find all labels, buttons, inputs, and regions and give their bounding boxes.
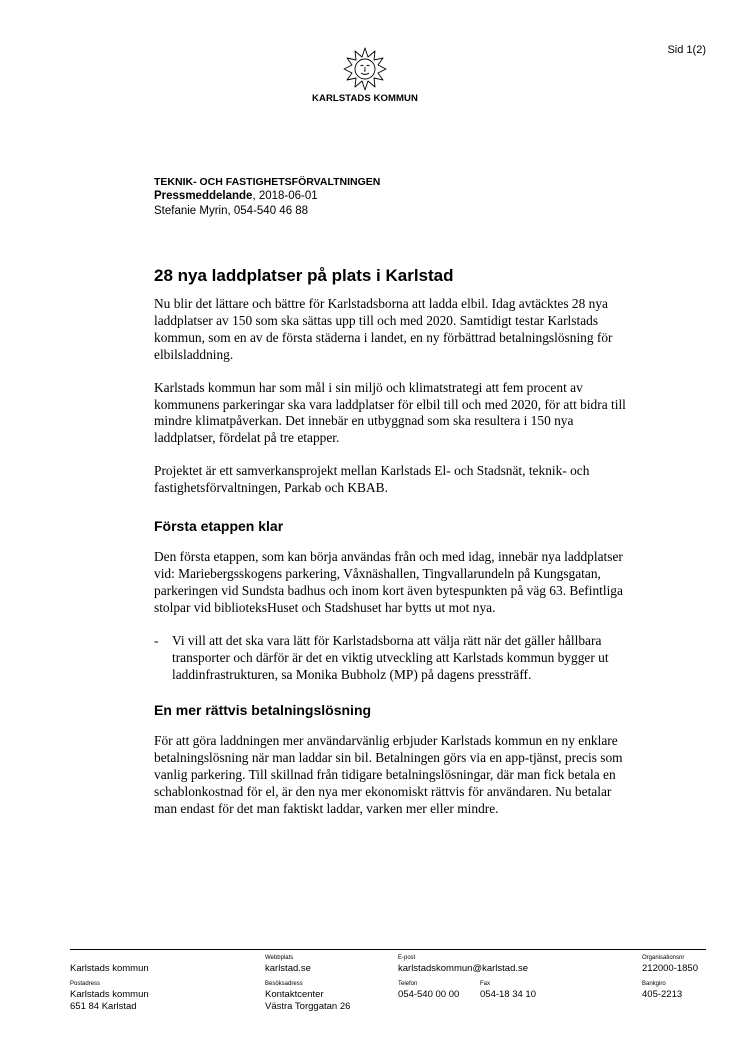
- footer-epost-label: E-post: [398, 955, 416, 961]
- footer-postadress-line1: Karlstads kommun: [70, 989, 149, 1000]
- footer-besok-line1: Kontaktcenter: [265, 989, 324, 1000]
- footer-orgnr-label: Organisationsnr: [642, 955, 685, 961]
- footer-fax-label: Fax: [480, 981, 491, 987]
- footer-orgnr: 212000-1850: [642, 963, 698, 974]
- section-heading-payment: En mer rättvis betalningslösning: [154, 702, 372, 719]
- page-number: Sid 1(2): [667, 44, 706, 56]
- document-date: , 2018-06-01: [252, 190, 318, 202]
- section-heading-first-stage: Första etappen klar: [154, 518, 284, 535]
- footer-org-name: Karlstads kommun: [70, 963, 149, 974]
- footer-postadress-line2: 651 84 Karlstad: [70, 1001, 137, 1012]
- intro-paragraph: Nu blir det lättare och bättre för Karlstadsborna att ladda elbil. Idag avtäcktes 28 nya laddplatser av 150 som ska sättas upp till och med 2020. Samtidigt testar Karlstads kommun, som en av de första städerna i landet, en ny förbättrad betalningslösning för elbilsladdning.: [154, 296, 613, 362]
- quote-dash: -: [154, 632, 159, 648]
- footer-besok-line2: Västra Torggatan 26: [265, 1001, 351, 1012]
- document-type: Pressmeddelande: [154, 190, 253, 202]
- footer-webbplats-label: Webbplats: [265, 955, 294, 961]
- quote-paragraph: [154, 633, 626, 684]
- sun-logo-icon: [342, 46, 388, 92]
- document-meta: [154, 176, 614, 219]
- paragraph-first-stage: Den första etappen, som kan börja användas från och med idag, innebär nya laddplatser vid: Mariebergsskogens parkering, Våxnäshallen, Tingvallarundeln på Kungsgatan, parkeringen vid Sundsta badhus och inom kort även bytespunkten på väg 63. Befintliga stolpar vid biblioteksHuset och Stadshuset har bytts ut mot nya.: [154, 549, 623, 615]
- footer-bankgiro-label: Bankgiro: [642, 981, 666, 987]
- footer-besok-label: Besöksadress: [265, 981, 303, 987]
- paragraph-project: Projektet är ett samverkansprojekt mellan Karlstads El- och Stadsnät, teknik- och fastighetsförvaltningen, Parkab och KBAB.: [154, 463, 590, 496]
- footer-epost-link[interactable]: karlstadskommun@karlstad.se: [398, 963, 529, 974]
- footer-fax: 054-18 34 10: [480, 989, 536, 1000]
- paragraph-goal: Karlstads kommun har som mål i sin miljö och klimatstrategi att fem procent av kommunens parkeringar ska vara laddplatser för elbil till och med 2020, för att bidra till mindre klimatpåverkan. Det innebär en utbyggnad som ska resultera i 150 nya laddplatser, fördelat på tre etapper.: [154, 379, 626, 446]
- contact-person: Stefanie Myrin, 054-540 46 88: [154, 205, 309, 217]
- document-type-line: [154, 189, 614, 204]
- footer-webbplats-link[interactable]: karlstad.se: [265, 963, 311, 974]
- quote-text: Vi vill att det ska vara lätt för Karlstadsborna att välja rätt när det gäller hållbara transporter och därför är det en viktig utveckling att Karlstads kommun bygger ut laddinfrastrukturen, sa Monika Bubholz (MP) på dagens pressträff.: [172, 632, 609, 682]
- footer-telefon-label: Telefon: [398, 981, 418, 987]
- paragraph-payment: För att göra laddningen mer användarvänlig erbjuder Karlstads kommun en ny enklare betalningslösning när man laddar sin bil. Betalningen görs via en app-tjänst, precis som vanlig parkering. Till skillnad från tidigare betalningslösningar, där man fick betala en schablonkostnad för el, är den nya mer ekonomiskt rättvis för användaren. Nu betalar man endast för det man faktiskt laddar, varken mer eller mindre.: [154, 733, 623, 817]
- footer-divider: [70, 949, 706, 950]
- footer-postadress-label: Postadress: [70, 981, 101, 987]
- article-title: 28 nya laddplatser på plats i Karlstad: [154, 266, 454, 285]
- footer-bankgiro: 405-2213: [642, 989, 683, 1000]
- footer-telefon: 054-540 00 00: [398, 989, 460, 1000]
- department-name: TEKNIK- OCH FASTIGHETSFÖRVALTNINGEN: [154, 176, 381, 188]
- article-body: [154, 265, 626, 834]
- organization-name: KARLSTADS KOMMUN: [312, 93, 418, 104]
